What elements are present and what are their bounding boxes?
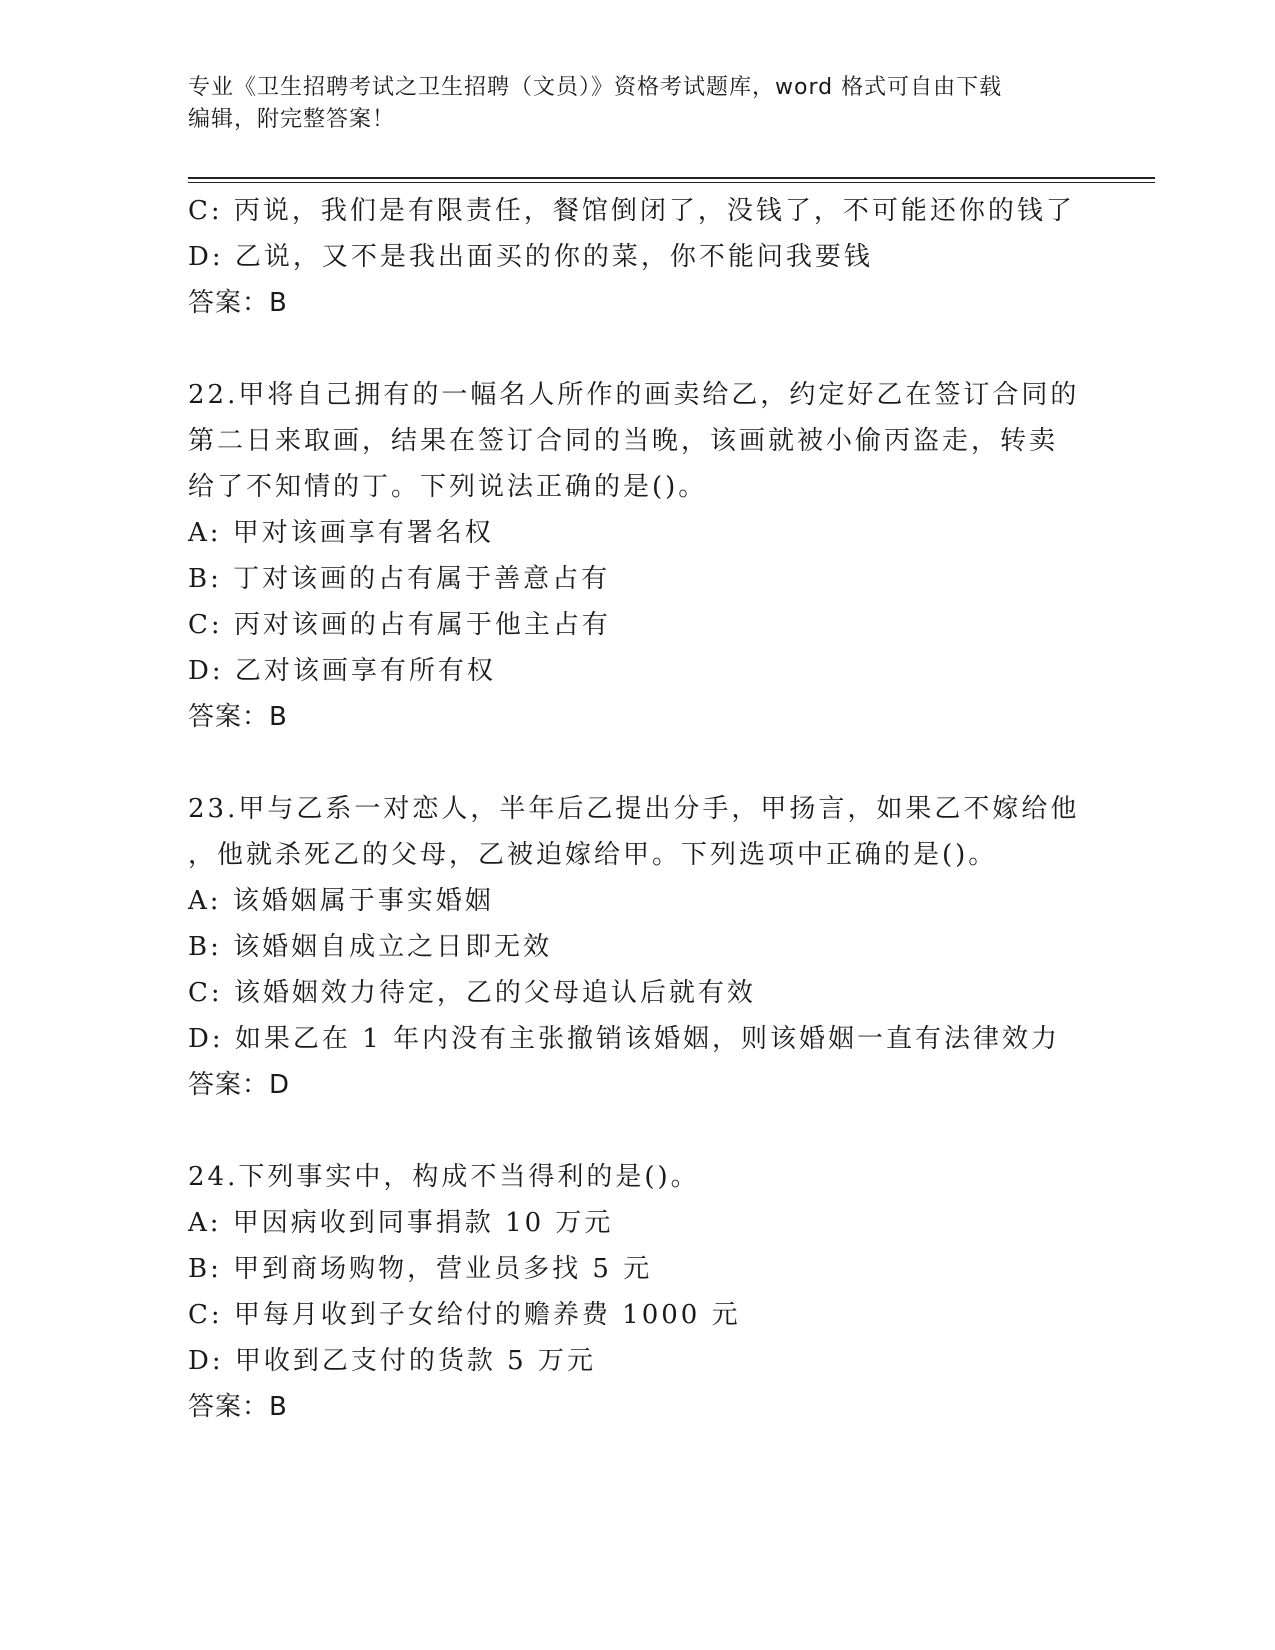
question-24 — [188, 1154, 1148, 1430]
header-divider-thin — [188, 182, 1155, 183]
q23-stem-line-1: 23.甲与乙系一对恋人，半年后乙提出分手，甲扬言，如果乙不嫁给他 — [188, 794, 1080, 824]
q22-answer: 答案：B — [188, 702, 288, 732]
q24-option-b: B: 甲到商场购物，营业员多找 5 元 — [188, 1254, 653, 1284]
q22-stem-line-2: 第二日来取画，结果在签订合同的当晚，该画就被小偷丙盗走，转卖 — [188, 426, 1059, 456]
header-line-1: 专业《卫生招聘考试之卫生招聘（文员）》资格考试题库，word 格式可自由下载 — [188, 75, 1003, 100]
q22-stem-line-3: 给了不知情的丁。下列说法正确的是()。 — [188, 472, 708, 502]
question-23 — [188, 786, 1148, 1108]
q23-option-a: A: 该婚姻属于事实婚姻 — [188, 886, 494, 916]
header-line-2: 编辑，附完整答案！ — [188, 107, 396, 132]
q23-option-d: D: 如果乙在 1 年内没有主张撤销该婚姻，则该婚姻一直有法律效力 — [188, 1024, 1060, 1054]
header-divider-thick — [188, 177, 1155, 179]
question-content — [188, 188, 1148, 1430]
q24-option-c: C: 甲每月收到子女给付的赡养费 1000 元 — [188, 1300, 741, 1330]
q21-answer: 答案：B — [188, 288, 288, 318]
q22-option-d: D: 乙对该画享有所有权 — [188, 656, 496, 686]
spacer — [188, 326, 1148, 372]
document-header — [188, 72, 1088, 136]
q24-stem-line-1: 24.下列事实中，构成不当得利的是()。 — [188, 1162, 700, 1192]
q23-option-b: B: 该婚姻自成立之日即无效 — [188, 932, 553, 962]
q23-answer: 答案：D — [188, 1070, 291, 1100]
q24-answer: 答案：B — [188, 1392, 288, 1422]
q21-option-c: C: 丙说，我们是有限责任，餐馆倒闭了，没钱了，不可能还你的钱了 — [188, 196, 1075, 226]
q24-option-d: D: 甲收到乙支付的货款 5 万元 — [188, 1346, 596, 1376]
q22-stem-line-1: 22.甲将自己拥有的一幅名人所作的画卖给乙，约定好乙在签订合同的 — [188, 380, 1080, 410]
question-22 — [188, 372, 1148, 740]
q22-option-b: B: 丁对该画的占有属于善意占有 — [188, 564, 611, 594]
spacer — [188, 740, 1148, 786]
question-21 — [188, 188, 1148, 326]
q23-stem-line-2: ，他就杀死乙的父母，乙被迫嫁给甲。下列选项中正确的是()。 — [188, 840, 998, 870]
q22-option-c: C: 丙对该画的占有属于他主占有 — [188, 610, 611, 640]
spacer — [188, 1108, 1148, 1154]
q22-option-a: A: 甲对该画享有署名权 — [188, 518, 494, 548]
q23-option-c: C: 该婚姻效力待定，乙的父母追认后就有效 — [188, 978, 756, 1008]
q21-option-d: D: 乙说，又不是我出面买的你的菜，你不能问我要钱 — [188, 242, 873, 272]
q24-option-a: A: 甲因病收到同事捐款 10 万元 — [188, 1208, 614, 1238]
